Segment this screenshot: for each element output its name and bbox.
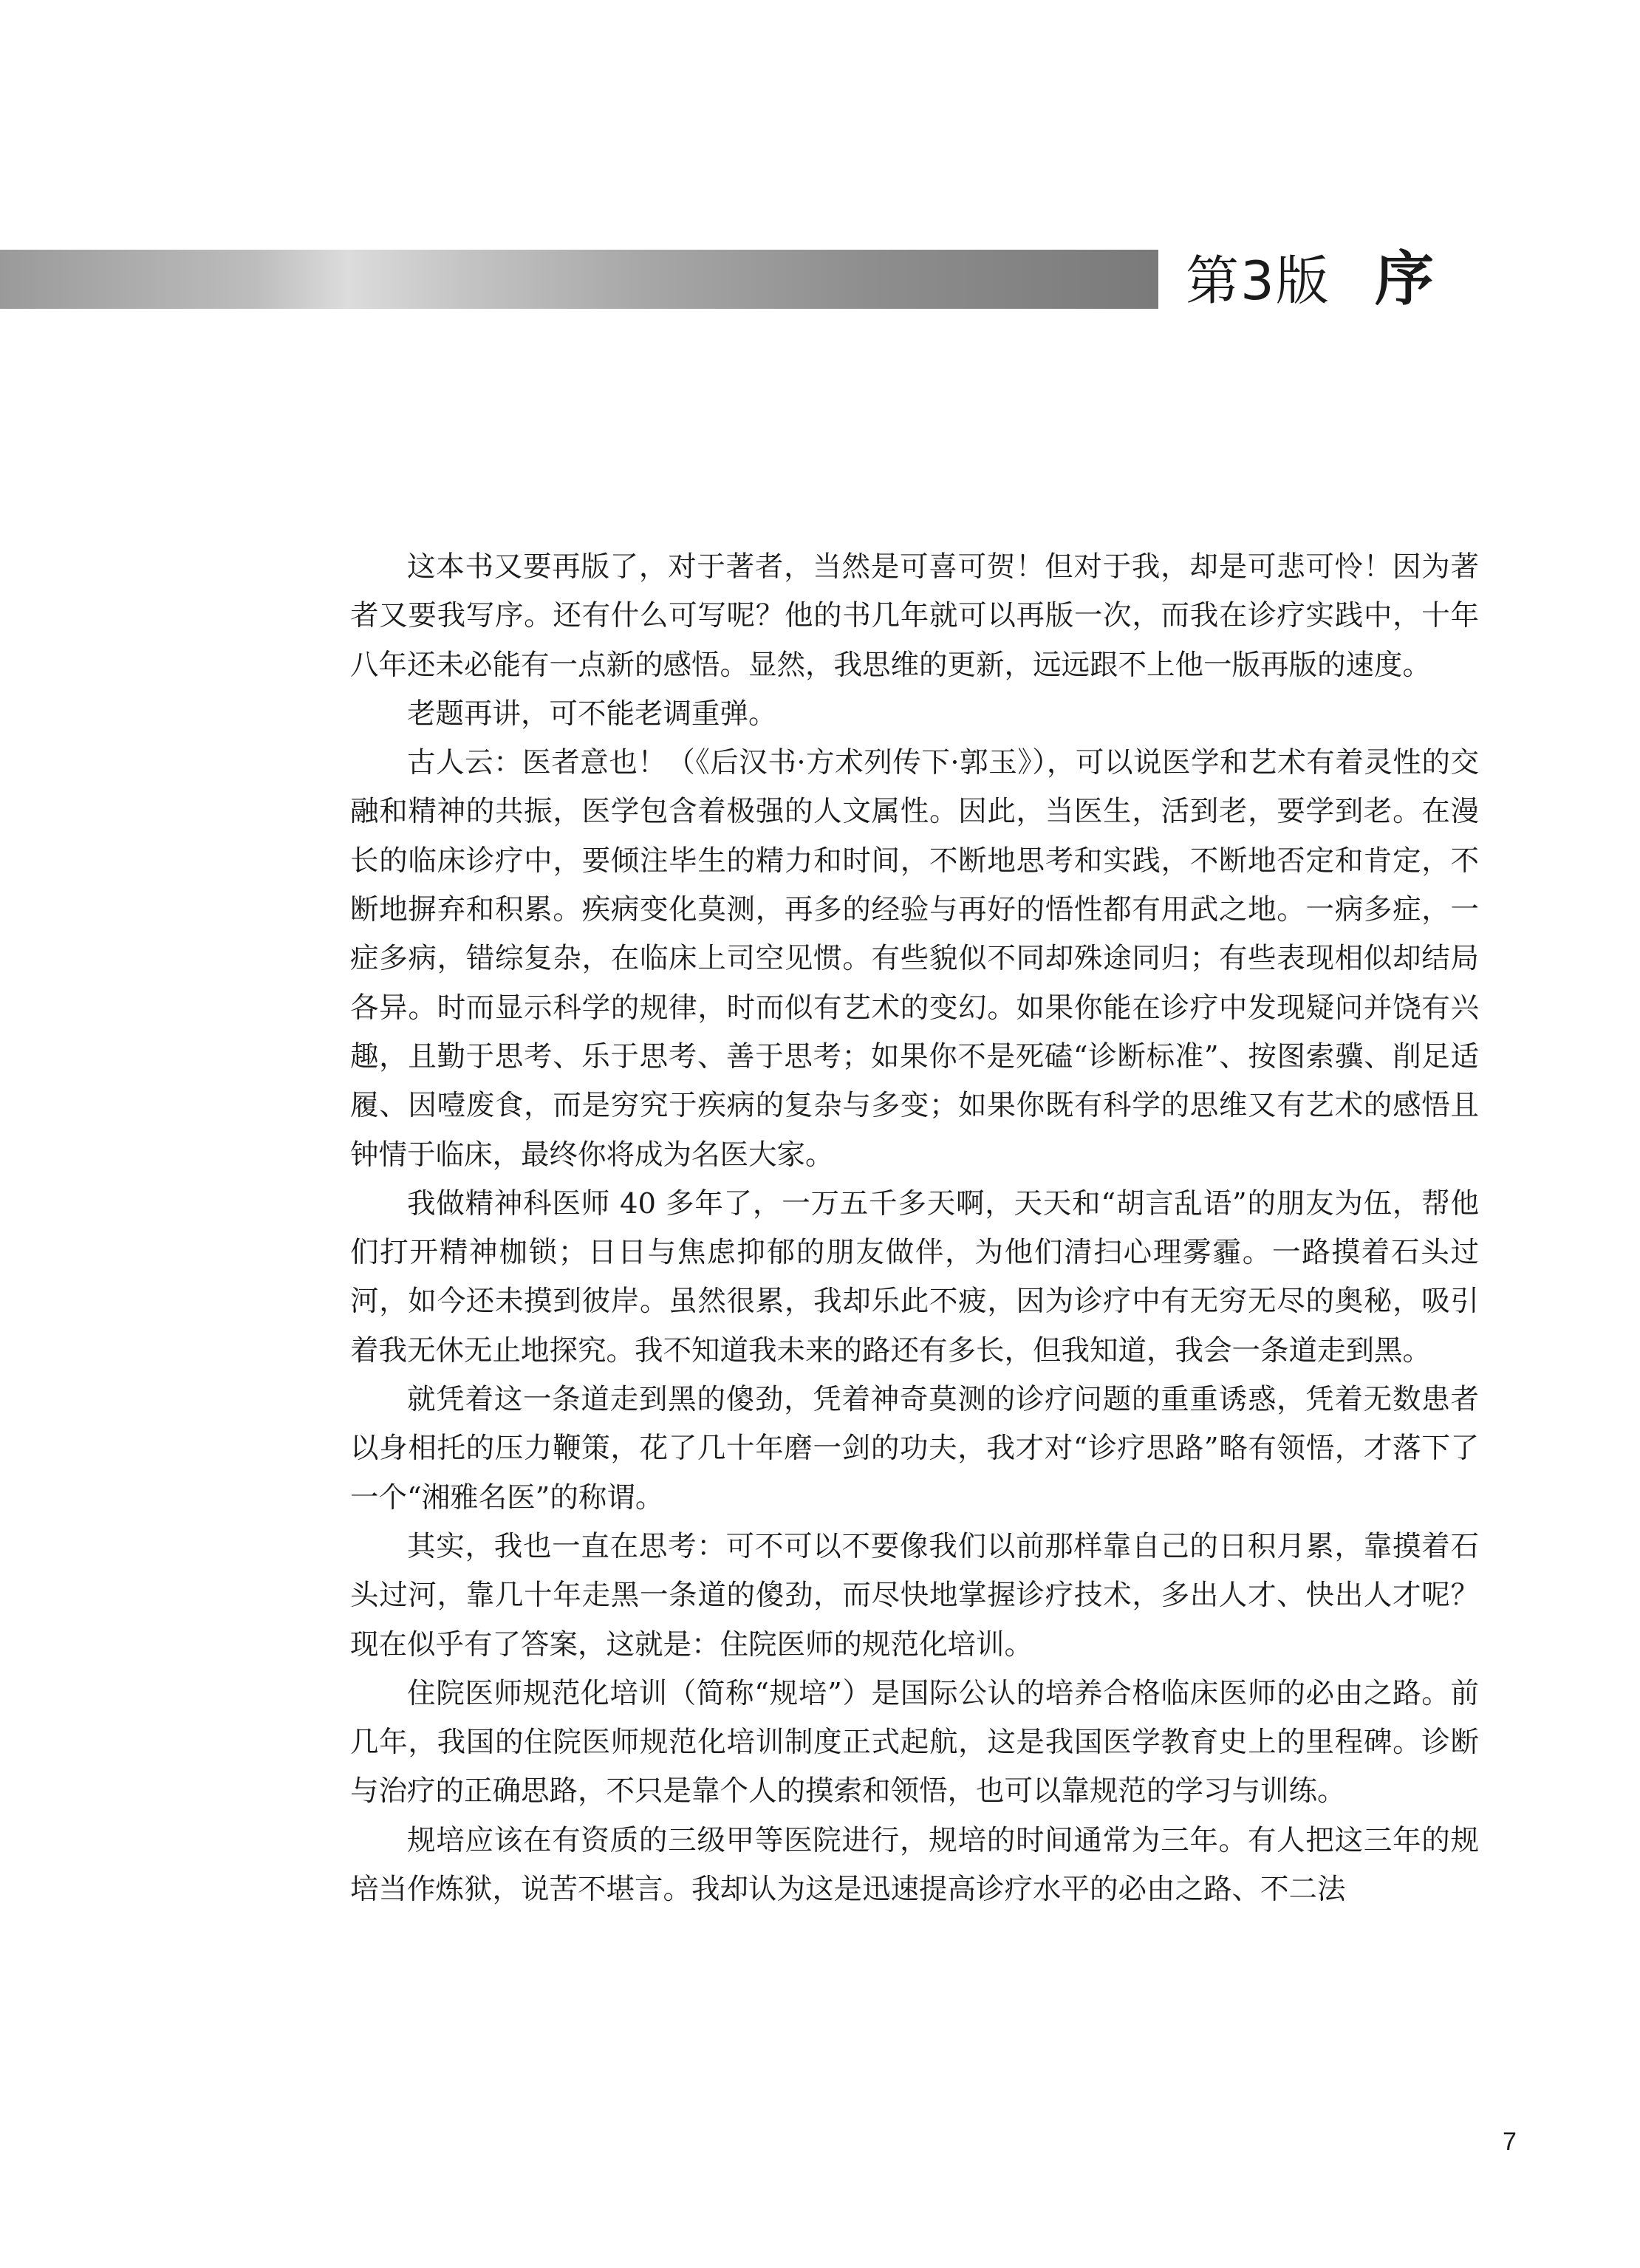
page-number: 7 <box>1503 2128 1517 2156</box>
chapter-heading <box>1186 244 1434 315</box>
paragraph: 就凭着这一条道走到黑的傻劲，凭着神奇莫测的诊疗问题的重重诱惑，凭着无数患者以身相托的压力鞭策，花了几十年磨一剑的功夫，我才对“诊疗思路”略有领悟，才落下了一个“湘雅名医”的称谓。 <box>350 1383 1479 1514</box>
body-text <box>350 543 1479 1914</box>
edition-label: 第3版 <box>1186 250 1330 312</box>
paragraph: 这本书又要再版了，对于著者，当然是可喜可贺！但对于我，却是可悲可怜！因为著者又要我写序。还有什么可写呢？他的书几年就可以再版一次，而我在诊疗实践中，十年八年还未必能有一点新的感悟。显然，我思维的更新，远远跟不上他一版再版的速度。 <box>350 550 1479 682</box>
paragraph: 老题再讲，可不能老调重弹。 <box>407 697 777 731</box>
chapter-title: 序 <box>1374 245 1434 313</box>
paragraph: 规培应该在有资质的三级甲等医院进行，规培的时间通常为三年。有人把这三年的规培当作炼狱，说苦不堪言。我却认为这是迅速提高诊疗水平的必由之路、不二法 <box>350 1823 1479 1907</box>
paragraph: 古人云：医者意也！（《后汉书·方术列传下·郭玉》），可以说医学和艺术有着灵性的交融和精神的共振，医学包含着极强的人文属性。因此，当医生，活到老，要学到老。在漫长的临床诊疗中，要倾注毕生的精力和时间，不断地思考和实践，不断地否定和肯定，不断地摒弃和积累。疾病变化莫测，再多的经验与再好的悟性都有用武之地。一病多症，一症多病，错综复杂，在临床上司空见惯。有些貌似不同却殊途同归；有些表现相似却结局各异。时而显示科学的规律，时而似有艺术的变幻。如果你能在诊疗中发现疑问并饶有兴趣，且勤于思考、乐于思考、善于思考；如果你不是死磕“诊断标准”、按图索骥、削足适履、因噎废食，而是穷究于疾病的复杂与多变；如果你既有科学的思维又有艺术的感悟且钟情于临床，最终你将成为名医大家。 <box>350 746 1479 1172</box>
header-gradient-bar <box>0 250 1158 309</box>
paragraph: 我做精神科医师 40 多年了，一万五千多天啊，天天和“胡言乱语”的朋友为伍，帮他们打开精神枷锁；日日与焦虑抑郁的朋友做伴，为他们清扫心理雾霾。一路摸着石头过河，如今还未摸到彼岸。虽然很累，我却乐此不疲，因为诊疗中有无穷无尽的奥秘，吸引着我无休无止地探究。我不知道我未来的路还有多长，但我知道，我会一条道走到黑。 <box>350 1186 1479 1367</box>
paragraph: 住院医师规范化培训（简称“规培”）是国际公认的培养合格临床医师的必由之路。前几年，我国的住院医师规范化培训制度正式起航，这是我国医学教育史上的里程碑。诊断与治疗的正确思路，不只是靠个人的摸索和领悟，也可以靠规范的学习与训练。 <box>350 1676 1479 1808</box>
paragraph: 其实，我也一直在思考：可不可以不要像我们以前那样靠自己的日积月累，靠摸着石头过河，靠几十年走黑一条道的傻劲，而尽快地掌握诊疗技术，多出人才、快出人才呢？现在似乎有了答案，这就是：住院医师的规范化培训。 <box>350 1529 1479 1661</box>
